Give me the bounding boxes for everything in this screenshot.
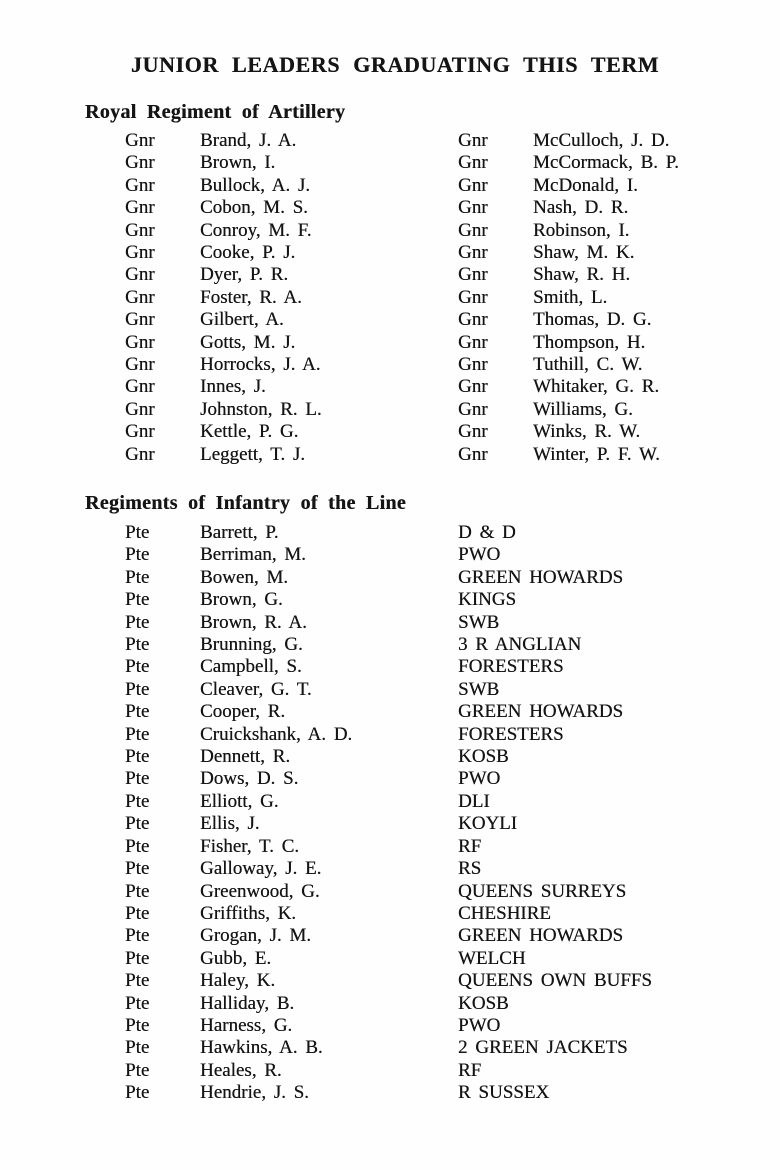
roster-row <box>125 421 445 443</box>
roster-row <box>125 444 445 466</box>
regiment-label: 2 GREEN JACKETS <box>458 1037 628 1059</box>
soldier-name: Berriman, M. <box>200 544 306 566</box>
roster-row <box>125 768 770 790</box>
soldier-name: Galloway, J. E. <box>200 858 322 880</box>
soldier-name: Thomas, D. G. <box>533 309 652 331</box>
rank-label: Pte <box>125 701 150 723</box>
regiment-label: 3 R ANGLIAN <box>458 634 582 656</box>
rank-label: Pte <box>125 947 150 969</box>
rank-label: Pte <box>125 902 150 924</box>
roster-row <box>458 175 773 197</box>
regiment-label: R SUSSEX <box>458 1082 550 1104</box>
rank-label: Gnr <box>458 174 488 196</box>
regiment-label: FORESTERS <box>458 723 564 745</box>
roster-row <box>458 399 773 421</box>
roster-row <box>458 152 773 174</box>
roster-row <box>125 197 445 219</box>
rank-label: Gnr <box>458 331 488 353</box>
rank-label: Pte <box>125 1014 150 1036</box>
rank-label: Gnr <box>125 421 155 443</box>
rank-label: Gnr <box>125 286 155 308</box>
rank-label: Gnr <box>458 130 488 151</box>
rank-label: Gnr <box>125 309 155 331</box>
soldier-name: Hendrie, J. S. <box>200 1082 309 1104</box>
regiment-label: KINGS <box>458 589 517 611</box>
rank-label: Pte <box>125 746 150 768</box>
soldier-name: Brown, R. A. <box>200 611 307 633</box>
rank-label: Gnr <box>125 219 155 241</box>
regiment-label: RF <box>458 1059 482 1081</box>
soldier-name: Dennett, R. <box>200 746 291 768</box>
soldier-name: Dyer, P. R. <box>200 264 289 286</box>
soldier-name: Harness, G. <box>200 1014 293 1036</box>
regiment-label: KOYLI <box>458 813 518 835</box>
rank-label: Pte <box>125 1037 150 1059</box>
soldier-name: Brown, I. <box>200 152 276 174</box>
roster-row <box>125 242 445 264</box>
roster-row <box>458 354 773 376</box>
roster-row <box>125 724 770 746</box>
soldier-name: Cleaver, G. T. <box>200 678 312 700</box>
roster-row <box>125 1082 770 1104</box>
soldier-name: Brown, G. <box>200 589 283 611</box>
roster-row <box>125 1037 770 1059</box>
roster-row <box>125 152 445 174</box>
soldier-name: Griffiths, K. <box>200 902 297 924</box>
soldier-name: Heales, R. <box>200 1059 282 1081</box>
soldier-name: Innes, J. <box>200 376 266 398</box>
roster-row <box>125 612 770 634</box>
soldier-name: Greenwood, G. <box>200 880 320 902</box>
rank-label: Pte <box>125 566 150 588</box>
rank-label: Gnr <box>125 152 155 174</box>
rank-label: Gnr <box>125 242 155 264</box>
artillery-roster-column-1 <box>125 130 445 466</box>
rank-label: Gnr <box>458 286 488 308</box>
regiment-label: GREEN HOWARDS <box>458 925 624 947</box>
roster-row <box>125 656 770 678</box>
regiment-label: QUEENS SURREYS <box>458 880 627 902</box>
rank-label: Gnr <box>125 398 155 420</box>
roster-row <box>125 791 770 813</box>
roster-row <box>125 679 770 701</box>
roster-row <box>458 287 773 309</box>
rank-label: Gnr <box>458 264 488 286</box>
rank-label: Gnr <box>125 443 155 465</box>
regiment-label: DLI <box>458 790 490 812</box>
soldier-name: Conroy, M. F. <box>200 219 312 241</box>
soldier-name: Ellis, J. <box>200 813 260 835</box>
roster-row <box>458 264 773 286</box>
rank-label: Pte <box>125 678 150 700</box>
soldier-name: Bowen, M. <box>200 566 288 588</box>
roster-row <box>125 813 770 835</box>
soldier-name: Nash, D. R. <box>533 197 629 219</box>
roster-row <box>125 881 770 903</box>
soldier-name: Cooper, R. <box>200 701 286 723</box>
roster-row <box>458 220 773 242</box>
rank-label: Pte <box>125 1082 150 1104</box>
soldier-name: McCormack, B. P. <box>533 152 679 174</box>
rank-label: Pte <box>125 634 150 656</box>
regiment-label: SWB <box>458 678 500 700</box>
rank-label: Gnr <box>125 174 155 196</box>
soldier-name: Grogan, J. M. <box>200 925 312 947</box>
rank-label: Pte <box>125 790 150 812</box>
roster-row <box>125 287 445 309</box>
roster-row <box>125 332 445 354</box>
rank-label: Gnr <box>125 264 155 286</box>
soldier-name: Halliday, B. <box>200 992 295 1014</box>
soldier-name: Gilbert, A. <box>200 309 284 331</box>
roster-row <box>458 332 773 354</box>
roster-row <box>125 309 445 331</box>
rank-label: Gnr <box>458 197 488 219</box>
rank-label: Gnr <box>458 242 488 264</box>
soldier-name: Winks, R. W. <box>533 421 641 443</box>
section-heading-artillery: Royal Regiment of Artillery <box>85 101 346 123</box>
section-heading-infantry: Regiments of Infantry of the Line <box>85 492 406 514</box>
roster-row <box>125 354 445 376</box>
rank-label: Pte <box>125 858 150 880</box>
roster-row <box>125 399 445 421</box>
regiment-label: D & D <box>458 522 516 543</box>
rank-label: Pte <box>125 970 150 992</box>
soldier-name: Brand, J. A. <box>200 130 297 151</box>
roster-row <box>125 264 445 286</box>
regiment-label: QUEENS OWN BUFFS <box>458 970 652 992</box>
soldier-name: Elliott, G. <box>200 790 279 812</box>
rank-label: Gnr <box>125 130 155 151</box>
regiment-label: RS <box>458 858 482 880</box>
regiment-label: PWO <box>458 544 501 566</box>
soldier-name: Dows, D. S. <box>200 768 299 790</box>
roster-row <box>458 242 773 264</box>
artillery-roster-column-2 <box>458 130 773 466</box>
rank-label: Gnr <box>125 354 155 376</box>
rank-label: Gnr <box>125 331 155 353</box>
regiment-label: SWB <box>458 611 500 633</box>
roster-row <box>458 421 773 443</box>
rank-label: Pte <box>125 992 150 1014</box>
soldier-name: Cruickshank, A. D. <box>200 723 353 745</box>
rank-label: Pte <box>125 522 150 543</box>
roster-row <box>125 376 445 398</box>
soldier-name: Gotts, M. J. <box>200 331 296 353</box>
soldier-name: Bullock, A. J. <box>200 174 310 196</box>
rank-label: Gnr <box>458 421 488 443</box>
rank-label: Gnr <box>458 443 488 465</box>
rank-label: Pte <box>125 768 150 790</box>
roster-row <box>125 220 445 242</box>
soldier-name: Leggett, T. J. <box>200 443 306 465</box>
soldier-name: Fisher, T. C. <box>200 835 300 857</box>
regiment-label: GREEN HOWARDS <box>458 701 624 723</box>
roster-row <box>125 544 770 566</box>
soldier-name: Hawkins, A. B. <box>200 1037 323 1059</box>
regiment-label: CHESHIRE <box>458 902 551 924</box>
rank-label: Gnr <box>458 219 488 241</box>
soldier-name: McDonald, I. <box>533 174 638 196</box>
rank-label: Gnr <box>125 376 155 398</box>
rank-label: Pte <box>125 611 150 633</box>
soldier-name: Whitaker, G. R. <box>533 376 660 398</box>
roster-row <box>125 836 770 858</box>
rank-label: Pte <box>125 813 150 835</box>
roster-row <box>125 175 445 197</box>
roster-row <box>125 746 770 768</box>
roster-row <box>125 903 770 925</box>
roster-row <box>125 130 445 152</box>
soldier-name: Horrocks, J. A. <box>200 354 321 376</box>
regiment-label: PWO <box>458 1014 501 1036</box>
rank-label: Gnr <box>458 354 488 376</box>
soldier-name: Brunning, G. <box>200 634 303 656</box>
soldier-name: Williams, G. <box>533 398 633 420</box>
regiment-label: WELCH <box>458 947 526 969</box>
rank-label: Gnr <box>458 398 488 420</box>
soldier-name: McCulloch, J. D. <box>533 130 670 151</box>
roster-row <box>125 858 770 880</box>
roster-row <box>458 130 773 152</box>
soldier-name: Smith, L. <box>533 286 608 308</box>
soldier-name: Cooke, P. J. <box>200 242 296 264</box>
soldier-name: Robinson, I. <box>533 219 630 241</box>
regiment-label: GREEN HOWARDS <box>458 566 624 588</box>
rank-label: Pte <box>125 544 150 566</box>
regiment-label: KOSB <box>458 746 509 768</box>
roster-row <box>458 376 773 398</box>
roster-row <box>125 589 770 611</box>
soldier-name: Shaw, M. K. <box>533 242 635 264</box>
roster-row <box>458 444 773 466</box>
soldier-name: Shaw, R. H. <box>533 264 631 286</box>
rank-label: Pte <box>125 835 150 857</box>
soldier-name: Haley, K. <box>200 970 276 992</box>
page-title: JUNIOR LEADERS GRADUATING THIS TERM <box>130 52 660 77</box>
roster-row <box>125 993 770 1015</box>
rank-label: Pte <box>125 656 150 678</box>
roster-row <box>458 309 773 331</box>
soldier-name: Kettle, P. G. <box>200 421 299 443</box>
soldier-name: Winter, P. F. W. <box>533 443 660 465</box>
regiment-label: KOSB <box>458 992 509 1014</box>
soldier-name: Tuthill, C. W. <box>533 354 643 376</box>
roster-row <box>125 522 770 544</box>
rank-label: Pte <box>125 723 150 745</box>
regiment-label: PWO <box>458 768 501 790</box>
soldier-name: Foster, R. A. <box>200 286 302 308</box>
roster-row <box>125 925 770 947</box>
roster-row <box>125 1015 770 1037</box>
roster-row <box>125 701 770 723</box>
rank-label: Pte <box>125 589 150 611</box>
soldier-name: Gubb, E. <box>200 947 272 969</box>
infantry-roster <box>125 522 770 1105</box>
roster-row <box>458 197 773 219</box>
rank-label: Gnr <box>458 309 488 331</box>
roster-row <box>125 567 770 589</box>
roster-row <box>125 1060 770 1082</box>
regiment-label: RF <box>458 835 482 857</box>
soldier-name: Johnston, R. L. <box>200 398 322 420</box>
rank-label: Pte <box>125 1059 150 1081</box>
soldier-name: Cobon, M. S. <box>200 197 308 219</box>
soldier-name: Barrett, P. <box>200 522 279 543</box>
rank-label: Gnr <box>458 152 488 174</box>
regiment-label: FORESTERS <box>458 656 564 678</box>
roster-row <box>125 948 770 970</box>
rank-label: Gnr <box>125 197 155 219</box>
soldier-name: Campbell, S. <box>200 656 302 678</box>
roster-row <box>125 970 770 992</box>
rank-label: Pte <box>125 925 150 947</box>
rank-label: Gnr <box>458 376 488 398</box>
rank-label: Pte <box>125 880 150 902</box>
roster-row <box>125 634 770 656</box>
soldier-name: Thompson, H. <box>533 331 646 353</box>
